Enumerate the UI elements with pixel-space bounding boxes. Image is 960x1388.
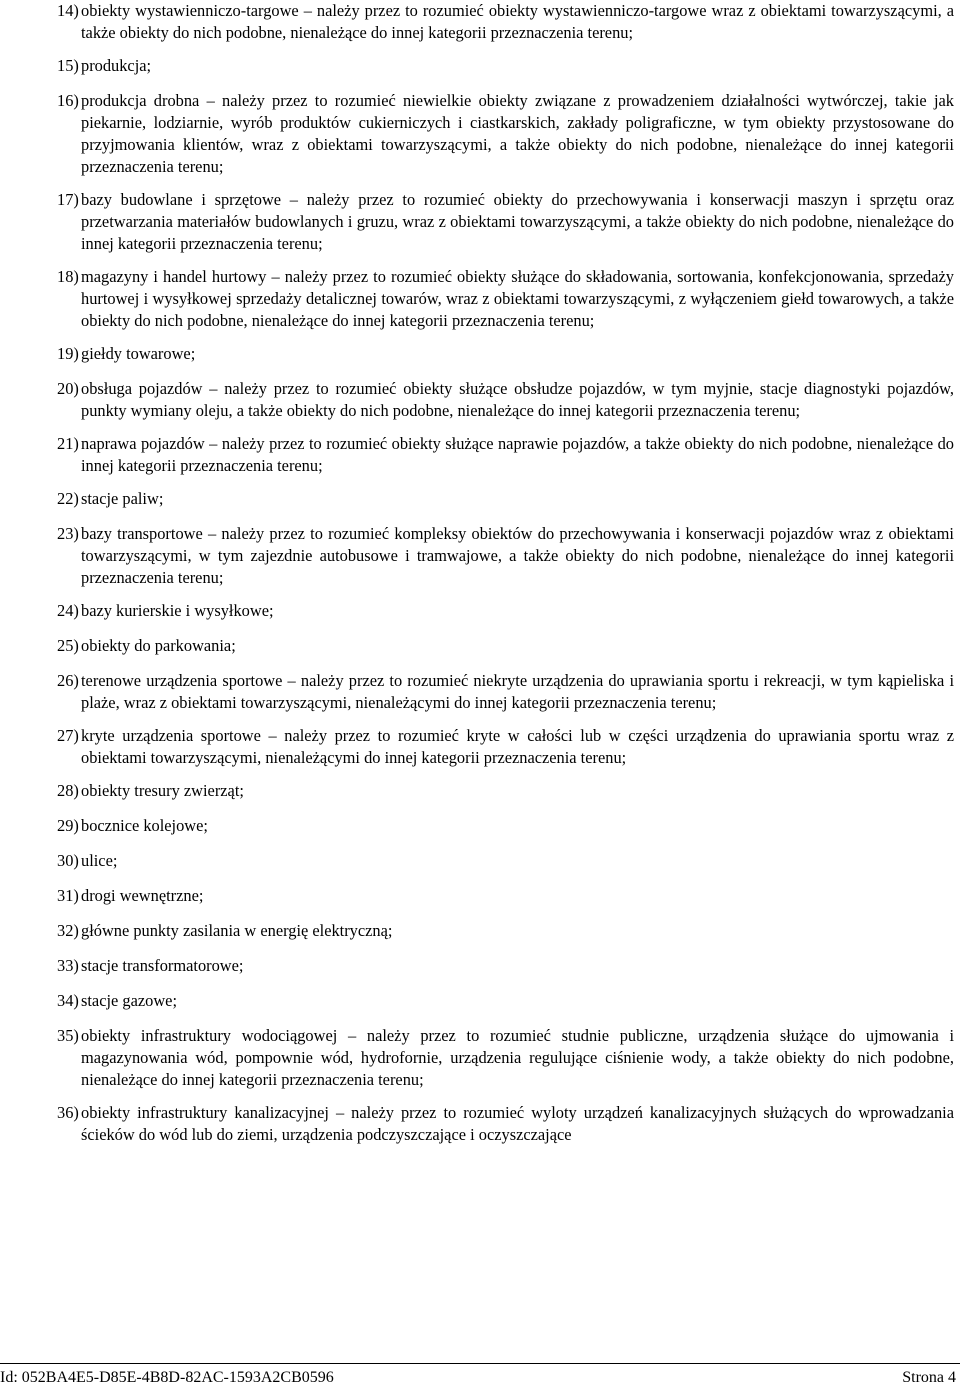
item-number: 23) [57,524,79,543]
list-item-29 [57,815,954,837]
item-text: bazy budowlane i sprzętowe – należy przez to rozumieć obiekty do przechowywania i konserwacji maszyn i sprzętu oraz przetwarzania materiałów budowlanych i gruzu, wraz z obiektami towarzyszącymi, a także obiekty do nich podobne, nienależące do innej kategorii przeznaczenia terenu; [81,190,954,253]
item-number: 21) [57,434,79,453]
list-item-30 [57,850,954,872]
list-item-36 [57,1102,954,1146]
item-number: 35) [57,1026,79,1045]
item-text: naprawa pojazdów – należy przez to rozumieć obiekty służące naprawie pojazdów, a także obiekty do nich podobne, nienależące do innej kategorii przeznaczenia terenu; [81,434,954,475]
list-item-17 [57,189,954,255]
list-item-32 [57,920,954,942]
item-number: 30) [57,851,79,870]
item-number: 26) [57,671,79,690]
item-number: 28) [57,781,79,800]
item-number: 14) [57,1,79,20]
list-item-23 [57,523,954,589]
list-item-28 [57,780,954,802]
item-text: stacje paliw; [81,489,164,508]
item-number: 32) [57,921,79,940]
list-item-35 [57,1025,954,1091]
item-text: produkcja; [81,56,152,75]
list-item-16 [57,90,954,178]
item-text: obiekty tresury zwierząt; [81,781,244,800]
item-text: terenowe urządzenia sportowe – należy przez to rozumieć niekryte urządzenia do uprawiania sportu i rekreacji, w tym kąpieliska i plaże, wraz z obiektami towarzyszącymi, nienależącymi do innej kategorii przeznaczenia terenu; [81,671,954,712]
item-text: kryte urządzenia sportowe – należy przez to rozumieć kryte w całości lub w części urządzenia do uprawiania sportu wraz z obiektami towarzyszącymi, nienależącymi do innej kategorii przeznaczenia terenu; [81,726,954,767]
item-number: 22) [57,489,79,508]
item-text: obiekty wystawienniczo-targowe – należy przez to rozumieć obiekty wystawienniczo-targowe wraz z obiektami towarzyszącymi, a także obiekty do nich podobne, nienależące do innej kategorii przeznaczenia terenu; [81,1,954,42]
list-item-27 [57,725,954,769]
list-item-24 [57,600,954,622]
item-number: 34) [57,991,79,1010]
item-text: stacje transformatorowe; [81,956,244,975]
item-number: 19) [57,344,79,363]
item-text: giełdy towarowe; [81,344,196,363]
list-item-25 [57,635,954,657]
item-text: główne punkty zasilania w energię elektryczną; [81,921,393,940]
item-number: 36) [57,1103,79,1122]
document-body [57,0,954,1157]
list-item-15 [57,55,954,77]
item-text: produkcja drobna – należy przez to rozumieć niewielkie obiekty związane z prowadzeniem działalności wytwórczej, takie jak piekarnie, lodziarnie, wyrób produktów cukierniczych i ciastkarskich, zakłady poligraficzne, w tym obiekty przystosowane do przyjmowania klientów, wraz z obiektami towarzyszącymi, a także obiekty do nich podobne, nienależące do innej kategorii przeznaczenia terenu; [81,91,954,176]
item-text: obsługa pojazdów – należy przez to rozumieć obiekty służące obsłudze pojazdów, w tym myjnie, stacje diagnostyki pojazdów, punkty wymiany oleju, a także obiekty do nich podobne, nienależące do innej kategorii przeznaczenia terenu; [81,379,954,420]
item-text: obiekty infrastruktury kanalizacyjnej – należy przez to rozumieć wyloty urządzeń kanalizacyjnych służących do wprowadzania ścieków do wód lub do ziemi, urządzenia podczyszczające i oczyszczające [81,1103,954,1144]
item-text: bazy kurierskie i wysyłkowe; [81,601,274,620]
item-number: 16) [57,91,79,110]
item-number: 20) [57,379,79,398]
item-text: bazy transportowe – należy przez to rozumieć kompleksy obiektów do przechowywania i konserwacji pojazdów wraz z obiektami towarzyszącymi, w tym zajezdnie autobusowe i tramwajowe, a także obiekty do nich podobne, nienależące do innej kategorii przeznaczenia terenu; [81,524,954,587]
item-text: ulice; [81,851,118,870]
list-item-33 [57,955,954,977]
list-item-22 [57,488,954,510]
list-item-18 [57,266,954,332]
list-item-34 [57,990,954,1012]
item-number: 25) [57,636,79,655]
item-number: 24) [57,601,79,620]
list-item-31 [57,885,954,907]
item-text: bocznice kolejowe; [81,816,208,835]
item-text: stacje gazowe; [81,991,178,1010]
item-number: 31) [57,886,79,905]
item-number: 18) [57,267,79,286]
item-number: 33) [57,956,79,975]
item-text: drogi wewnętrzne; [81,886,204,905]
item-text: obiekty infrastruktury wodociągowej – należy przez to rozumieć studnie publiczne, urządzenia służące do ujmowania i magazynowania wód, pompownie wód, hydrofornie, urządzenia regulujące ciśnienie wody, a także obiekty do nich podobne, nienależące do innej kategorii przeznaczenia terenu; [81,1026,954,1089]
list-item-26 [57,670,954,714]
item-number: 17) [57,190,79,209]
document-id: Id: 052BA4E5-D85E-4B8D-82AC-1593A2CB0596 [0,1369,334,1386]
item-number: 15) [57,56,79,75]
item-text: magazyny i handel hurtowy – należy przez to rozumieć obiekty służące do składowania, sortowania, konfekcjonowania, sprzedaży hurtowej i wysyłkowej sprzedaży detalicznej towarów, wraz z obiektami towarzyszącymi, z wyłączeniem giełd towarowych, a także obiekty do nich podobne, nienależące do innej kategorii przeznaczenia terenu; [81,267,954,330]
list-item-14 [57,0,954,44]
page-number: Strona 4 [902,1369,956,1386]
footer-divider [0,1363,960,1364]
list-item-19 [57,343,954,365]
item-text: obiekty do parkowania; [81,636,236,655]
item-number: 29) [57,816,79,835]
list-item-20 [57,378,954,422]
list-item-21 [57,433,954,477]
item-number: 27) [57,726,79,745]
